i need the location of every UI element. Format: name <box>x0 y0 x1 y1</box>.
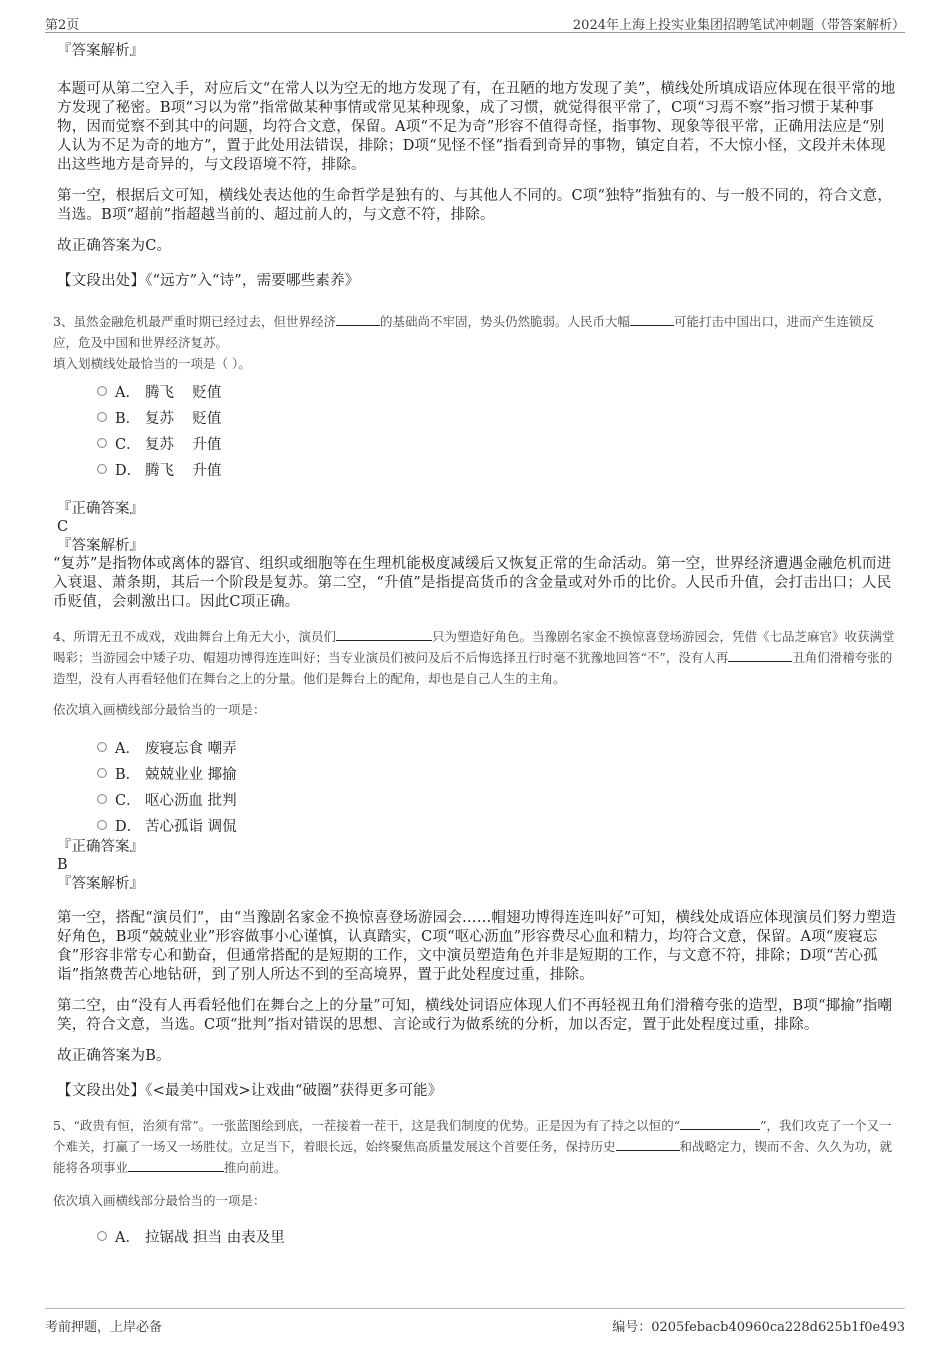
option-b[interactable]: B． 兢兢业业 揶揄 <box>97 760 897 786</box>
source-citation: 【文段出处】《“远方”入“诗”，需要哪些素养》 <box>57 273 360 289</box>
radio-icon[interactable] <box>97 386 107 396</box>
fill-blank <box>728 648 792 662</box>
question-prompt: 依次填入画横线部分最恰当的一项是： <box>53 702 266 717</box>
radio-icon[interactable] <box>97 820 107 830</box>
analysis-label: 『答案解析』 <box>57 538 144 554</box>
document-id: 编号：0205febacb40960ca228d625b1f0e493 <box>612 1320 905 1335</box>
option-c[interactable]: C． 复苏 升值 <box>97 430 897 456</box>
source-citation: 【文段出处】《<最美中国戏>让戏曲“破圈”获得更多可能》 <box>57 1083 443 1099</box>
fill-blank <box>680 1116 760 1130</box>
analysis-paragraph: 第一空，根据后文可知，横线处表达他的生命哲学是独有的、与其他人不同的。C项“独特”指独有的、与一般不同的，符合文意，当选。B项“超前”指超越当前的、超过前人的，与文意不符，排除。 <box>57 188 893 223</box>
question-3-stem: 3、虽然金融危机最严重时期已经过去，但世界经济 的基础尚不牢固，势头仍然脆弱。人民币大幅 可能打击中国出口，进而产生连锁反应，危及中国和世界经济复苏。 <box>53 314 874 350</box>
question-prompt: 依次填入画横线部分最恰当的一项是： <box>53 1193 266 1208</box>
option-d[interactable]: D． 苦心孤诣 调侃 <box>97 812 897 838</box>
correct-answer: B <box>57 857 68 873</box>
document-title: 2024年上海上投实业集团招聘笔试冲刺题（带答案解析） <box>572 18 905 33</box>
fill-blank <box>616 1137 680 1151</box>
option-b[interactable]: B． 复苏 贬值 <box>97 404 897 430</box>
answer-conclusion: 故正确答案为C。 <box>57 238 172 254</box>
option-a[interactable]: A． 腾飞 贬值 <box>97 378 897 404</box>
option-d[interactable]: D． 腾飞 升值 <box>97 456 897 482</box>
radio-icon[interactable] <box>97 438 107 448</box>
radio-icon[interactable] <box>97 742 107 752</box>
question-5-options <box>97 1223 897 1249</box>
page-header <box>45 10 905 33</box>
correct-answer-label: 『正确答案』 <box>57 501 144 517</box>
fill-blank <box>336 627 432 641</box>
analysis-paragraph: “复苏”是指物体或离体的器官、组织或细胞等在生理机能极度减缓后又恢复正常的生命活动。第一空，世界经济遭遇金融危机而进入衰退、萧条期，其后一个阶段是复苏。第二空，“升值”是指提高货币的含金量或对外币的比价。人民币升值，会打击出口；人民币贬值，会刺激出口。因此C项正确。 <box>53 556 892 610</box>
option-a[interactable]: A． 废寝忘食 嘲弄 <box>97 734 897 760</box>
fill-blank <box>336 312 380 326</box>
question-4-stem: 4、所谓无丑不成戏，戏曲舞台上角无大小，演员们 只为塑造好角色。当豫剧名家金不换惊喜登场游园会，凭借《七品芝麻官》收获满堂喝彩；当游园会中矮子功、帽翅功博得连连叫好；当专业演员们被问及后不后悔选择丑行时毫不犹豫地回答“不”，没有人再 丑角们滑稽夸张的造型，没有人再看轻他们在舞台之上的分量。他们是舞台上的配角，却也是自己人生的主角。 <box>53 629 895 686</box>
analysis-label: 『答案解析』 <box>57 43 144 59</box>
radio-icon[interactable] <box>97 1231 107 1241</box>
question-3-options <box>97 378 897 482</box>
radio-icon[interactable] <box>97 464 107 474</box>
analysis-paragraph: 本题可从第二空入手，对应后文“在常人以为空无的地方发现了有，在丑陋的地方发现了美”，横线处所填成语应体现在很平常的地方发现了秘密。B项“习以为常”指常做某种事情或常见某种现象，成了习惯，就觉得很平常了，C项“习焉不察”指习惯于某种事物，因而觉察不到其中的问题，均符合文意，保留。A项“不足为奇”形容不值得奇怪，指事物、现象等很平常，正确用法应是“别人认为不足为奇的地方”，置于此处用法错误，排除；D项“见怪不怪”指看到奇异的事物，镇定自若，不大惊小怪，文段并未体现出这些地方是奇异的，与文段语境不符，排除。 <box>57 81 896 173</box>
question-prompt: 填入划横线处最恰当的一项是（ ）。 <box>53 356 251 371</box>
radio-icon[interactable] <box>97 794 107 804</box>
option-c[interactable]: C． 呕心沥血 批判 <box>97 786 897 812</box>
fill-blank <box>128 1158 224 1172</box>
analysis-paragraph: 第一空，搭配“演员们”，由“当豫剧名家金不换惊喜登场游园会……帽翅功博得连连叫好”可知，横线处成语应体现演员们努力塑造好角色，B项“兢兢业业”形容做事小心谨慎，认真踏实，C项“呕心沥血”形容费尽心血和精力，均符合文意，保留。A项“废寝忘食”形容非常专心和勤奋，但通常搭配的是短期的工作，文中演员塑造角色并非是短期的工作，与文意不符，排除；D项“苦心孤诣”指煞费苦心地钻研，到了别人所达不到的至高境界，置于此处程度过重，排除。 <box>57 910 896 983</box>
option-a[interactable]: A． 拉锯战 担当 由表及里 <box>97 1223 897 1249</box>
footer-slogan: 考前押题，上岸必备 <box>45 1320 163 1335</box>
page-number: 第2页 <box>45 18 80 33</box>
answer-conclusion: 故正确答案为B。 <box>57 1048 171 1064</box>
fill-blank <box>630 312 674 326</box>
analysis-paragraph: 第二空，由“没有人再看轻他们在舞台之上的分量”可知，横线处词语应体现人们不再轻视丑角们滑稽夸张的造型，B项“揶揄”指嘲笑，符合文意，当选。C项“批判”指对错误的思想、言论或行为做系统的分析，加以否定，置于此处程度过重，排除。 <box>57 998 893 1033</box>
analysis-label: 『答案解析』 <box>57 876 144 892</box>
radio-icon[interactable] <box>97 412 107 422</box>
page-footer <box>45 1308 905 1339</box>
radio-icon[interactable] <box>97 768 107 778</box>
correct-answer: C <box>57 519 69 535</box>
question-5-stem: 5、“政贵有恒，治须有常”。一张蓝图绘到底，一茬接着一茬干，这是我们制度的优势。正是因为有了持之以恒的“ ”，我们攻克了一个又一个难关，打赢了一场又一场胜仗。立足当下，着眼长远，始终聚焦高质量发展这个首要任务，保持历史 和战略定力，锲而不舍、久久为功，就能将各项事业 推向前进。 <box>53 1118 893 1175</box>
question-4-options <box>97 734 897 838</box>
page-content <box>53 42 897 1249</box>
correct-answer-label: 『正确答案』 <box>57 839 144 855</box>
